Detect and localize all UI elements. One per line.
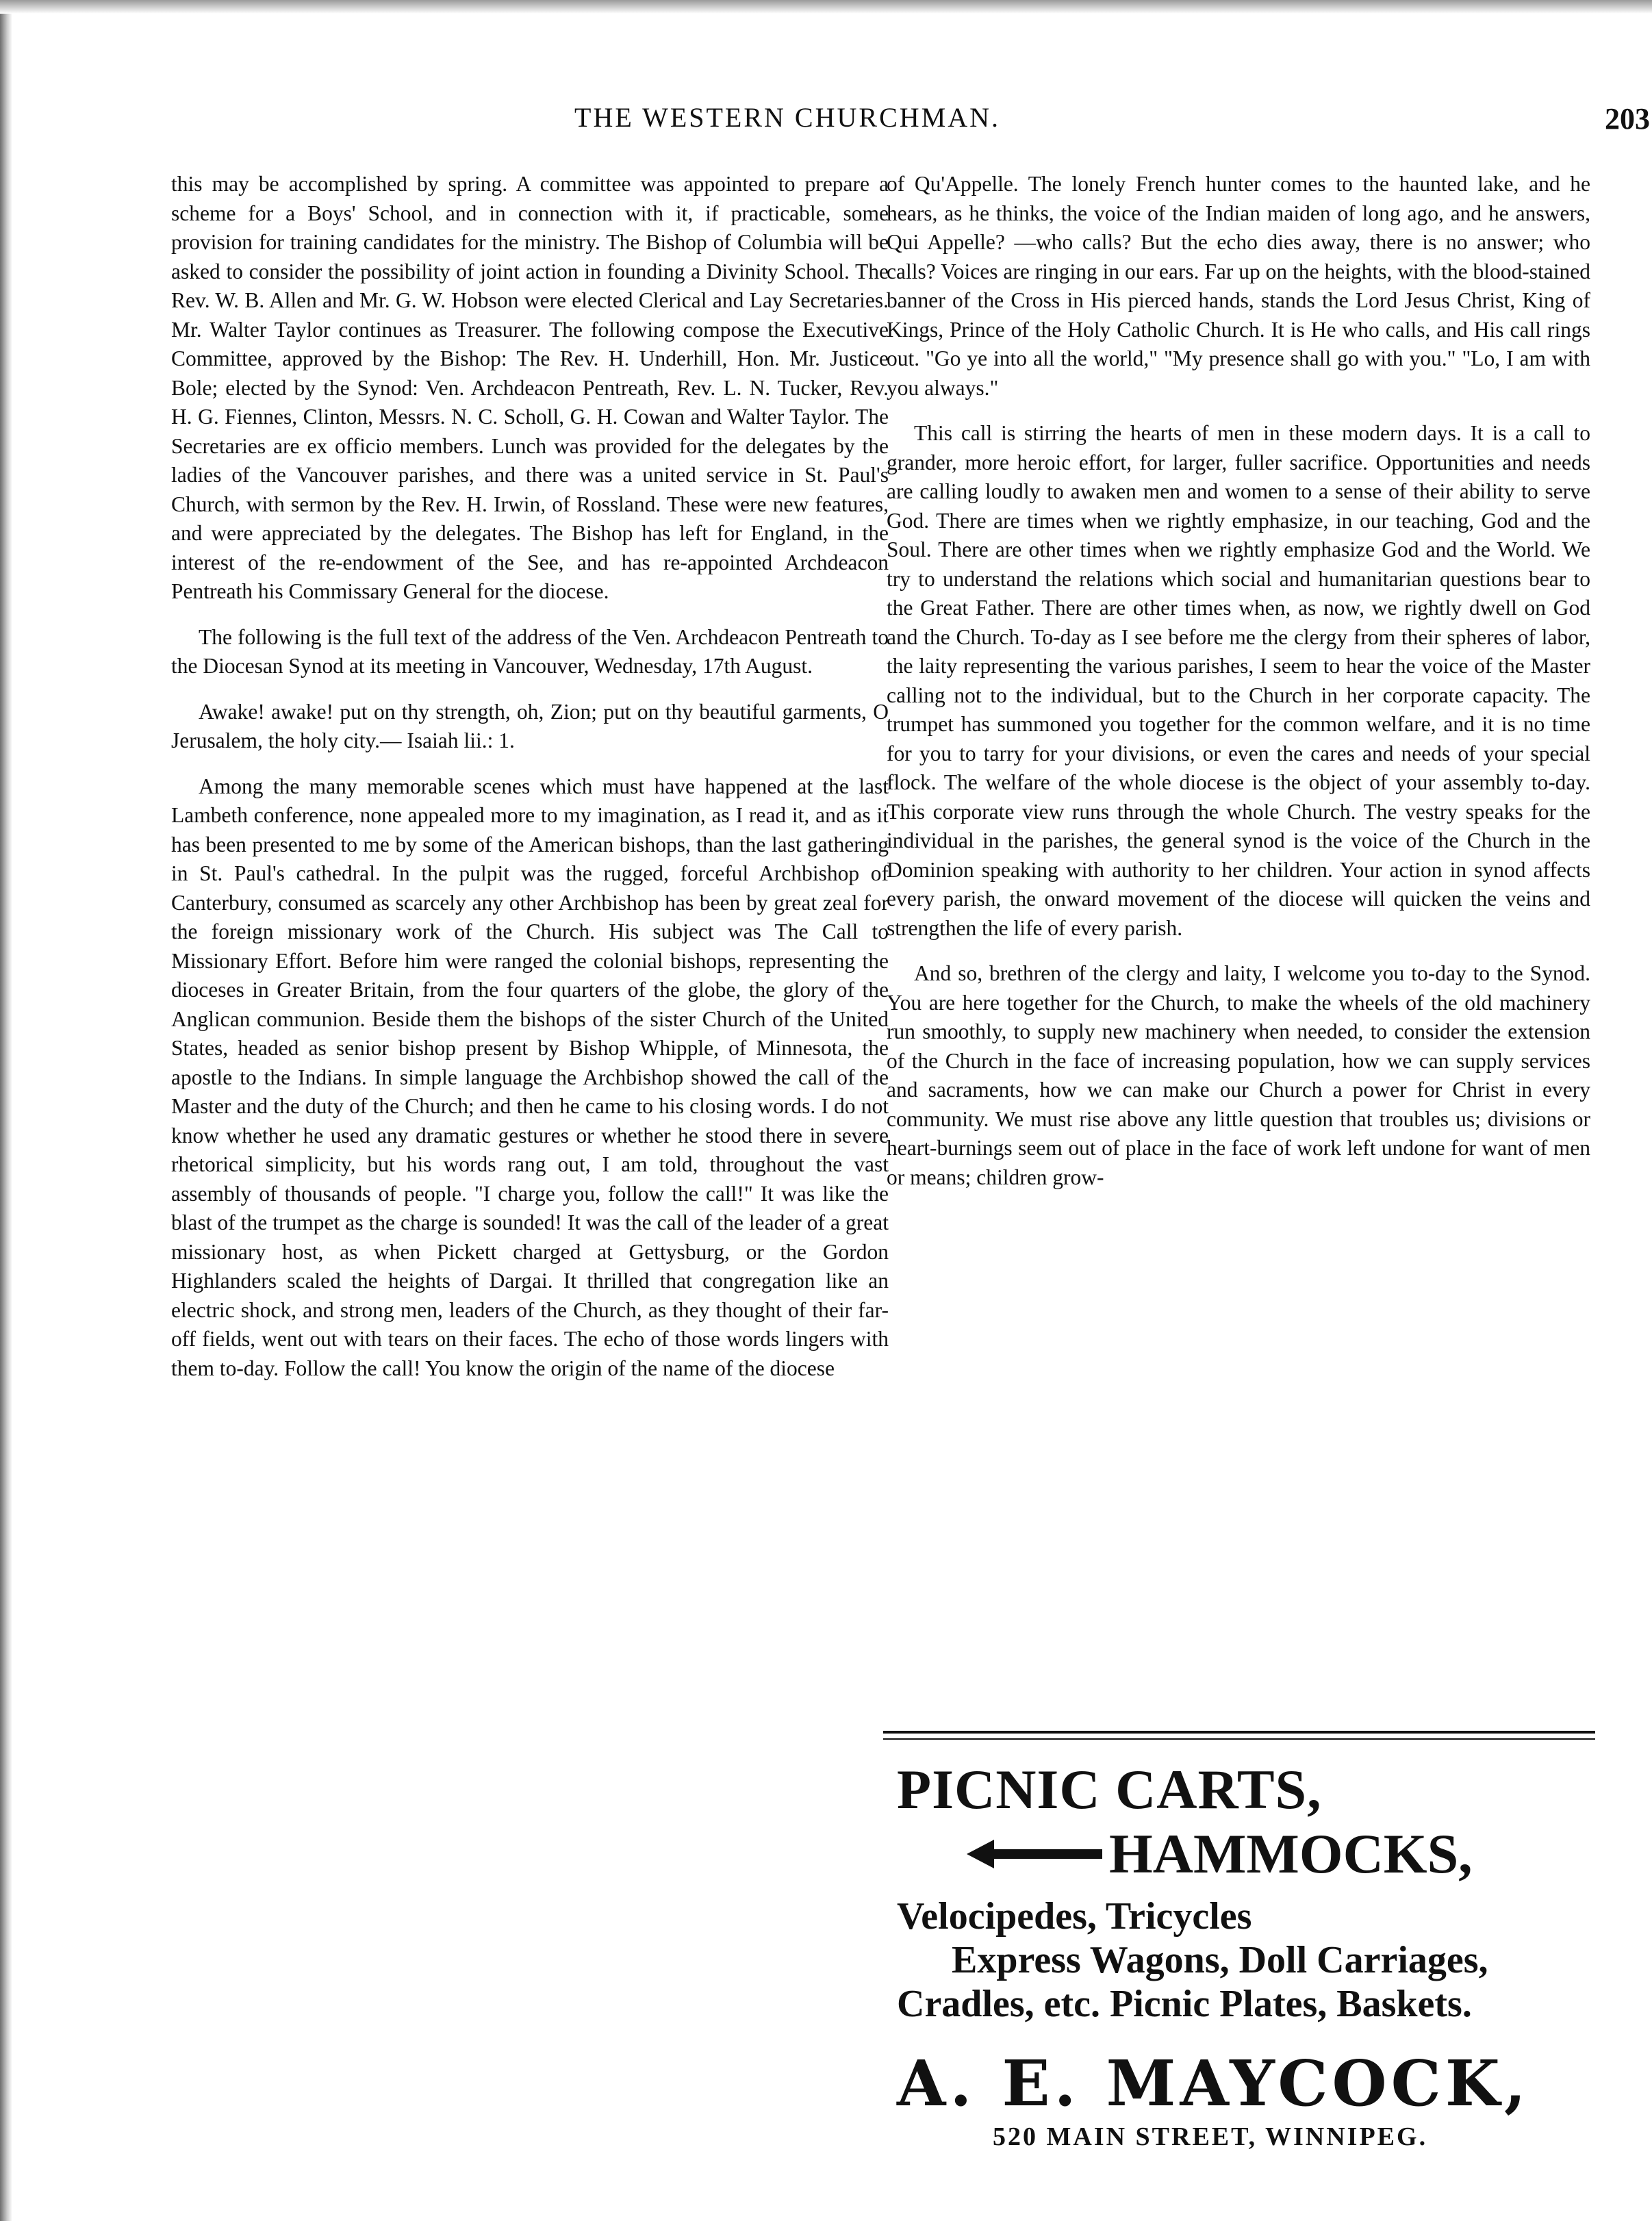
page-header bbox=[171, 101, 1650, 149]
ad-line-express-wagons: Express Wagons, Doll Carriages, bbox=[952, 1939, 1488, 1981]
page-number: 203 bbox=[1605, 102, 1650, 136]
left-paragraph-2: The following is the full text of the address of the Ven. Archdeacon Pentreath to the Diocesan Synod at its meeting in Vancouver, Wednesday, 17th August. bbox=[171, 624, 889, 678]
left-paragraph-1: this may be accomplished by spring. A committee was appointed to prepare a scheme for a Boys' School, and in connection with it, if practicable, some provision for training candidates for the ministry. The Bishop of Columbia will be asked to consider the possibility of joint action in founding a Divinity School. The Rev. W. B. Allen and Mr. G. W. Hobson were elected Clerical and Lay Secretaries. Mr. Walter Taylor continues as Treasurer. The following compose the Executive Committee, approved by the Bishop: The Rev. H. Underhill, Hon. Mr. Justice Bole; elected by the Synod: Ven. Archdeacon Pentreath, Rev. L. N. Tucker, Rev. H. G. Fiennes, Clinton, Messrs. N. C. Scholl, G. H. Cowan and Walter Taylor. The Secretaries are ex officio members. Lunch was provided for the delegates by the ladies of the Vancouver parishes, and there was a united service in St. Paul's Church, with sermon by the Rev. H. Irwin, of Rossland. These were new features, and were appreciated by the delegates. The Bishop has left for England, in the interest of the re-endowment of the See, and has re-appointed Archdeacon Pentreath his Commissary General for the diocese. bbox=[171, 172, 889, 603]
ad-headline-hammocks-row bbox=[993, 1822, 1595, 1886]
right-paragraph-1: of Qu'Appelle. The lonely French hunter comes to the haunted lake, and he hears, as he thinks, the voice of the Indian maiden of long ago, and he answers, Qui Appelle? —who calls? But the echo dies away, there is no answer; who calls? Voices are ringing in our ears. Far up on the heights, with the blood-stained banner of the Cross in His pierced hands, stands the Lord Jesus Christ, King of Kings, Prince of the Holy Catholic Church. It is He who calls, and His call rings out. "Go ye into all the world," "My presence shall go with you." "Lo, I am with you always." bbox=[887, 172, 1590, 400]
left-column bbox=[171, 170, 889, 1399]
publication-title: THE WESTERN CHURCHMAN. bbox=[574, 102, 1000, 133]
advertisement bbox=[883, 1731, 1595, 2162]
scan-shadow-left bbox=[0, 0, 12, 2221]
ad-line-cradles: Cradles, etc. Picnic Plates, Baskets. bbox=[897, 1983, 1472, 2025]
right-paragraph-2: This call is stirring the hearts of men in these modern days. It is a call to grander, more heroic effort, for larger, fuller sacrifice. Opportunities and needs are calling loudly to awaken men and women to a sense of their ability to serve God. There are times when we rightly emphasize, in our teaching, God and the Soul. There are other times when we rightly emphasize God and the World. We try to understand the relations which social and humanitarian questions bear to the Great Father. There are other times when, as now, we rightly dwell on God and the Church. To-day as I see before me the clergy from their spheres of labor, the laity representing the various parishes, I seem to hear the voice of the Master calling not to the individual, but to the Church in her corporate capacity. The trumpet has summoned you together for the common welfare, and it is no time for you to tarry for your divisions, or even the cares and needs of your special flock. The welfare of the whole diocese is the object of your assembly to-day. This corporate view runs through the whole Church. The vestry speaks for the individual in the parishes, the general synod is the voice of the Church in the Dominion speaking with authority to her children. Your action in synod affects every parish, the onward movement of the diocese will quicken the veins and strengthen the life of every parish. bbox=[887, 421, 1590, 940]
ad-merchant-address: 520 MAIN STREET, WINNIPEG. bbox=[993, 2122, 1428, 2151]
ad-rule-top-thin bbox=[883, 1738, 1595, 1740]
ad-line-velocipedes: Velocipedes, Tricycles bbox=[897, 1895, 1252, 1938]
left-paragraph-4: Among the many memorable scenes which must have happened at the last Lambeth conference, none appealed more to my imagination, as I read it, and as it has been presented to me by some of the American bishops, than the last gathering in St. Paul's cathedral. In the pulpit was the rugged, forceful Archbishop of Canterbury, consumed as scarcely any other Archbishop has been by great zeal for the foreign missionary work of the Church. His subject was The Call to Missionary Effort. Before him were ranged the colonial bishops, representing the dioceses in Greater Britain, from the four quarters of the globe, the glory of the Anglican communion. Beside them the bishops of the sister Church of the United States, headed as senior bishop present by Bishop Whipple, of Minnesota, the apostle to the Indians. In simple language the Archbishop showed the call of the Master and the duty of the Church; and then he came to his closing words. I do not know whether he used any dramatic gestures or whether he stood there in severe rhetorical simplicity, but his words rang out, I am told, throughout the vast assembly of thousands of people. "I charge you, follow the call!" It was like the blast of the trumpet as the charge is sounded! It was the call of the leader of a great missionary host, as when Pickett charged at Gettysburg, or the Gordon Highlanders scaled the heights of Dargai. It thrilled that congregation like an electric shock, and strong men, leaders of the Church, as they thought of their far-off fields, went out with tears on their faces. The echo of those words lingers with them to-day. Follow the call! You know the origin of the name of the diocese bbox=[171, 774, 889, 1380]
ad-headline-hammocks: HAMMOCKS, bbox=[1109, 1823, 1473, 1885]
right-paragraph-3: And so, brethren of the clergy and laity, I welcome you to-day to the Synod. You are here together for the Church, to make the wheels of the old machinery run smoothly, to supply new machinery when needed, to consider the extension of the Church in the face of increasing population, how we can supply services and sacraments, how we can make our Church a power for Christ in every community. We must rise above any little question that troubles us; divisions or heart-burnings seem out of place in the face of work left undone for want of men or means; children grow- bbox=[887, 961, 1590, 1189]
right-column bbox=[887, 170, 1590, 1208]
scan-shadow-top bbox=[0, 0, 1652, 14]
ad-rule-top bbox=[883, 1731, 1595, 1734]
pointing-arrow-icon bbox=[993, 1849, 1102, 1859]
ad-headline-picnic-carts: PICNIC CARTS, bbox=[897, 1758, 1322, 1820]
left-paragraph-3-scripture: Awake! awake! put on thy strength, oh, Zion; put on thy beautiful garments, O Jerusalem, the holy city.— Isaiah lii.: 1. bbox=[171, 699, 889, 752]
ad-merchant-name: A. E. MAYCOCK, bbox=[897, 2046, 1530, 2120]
